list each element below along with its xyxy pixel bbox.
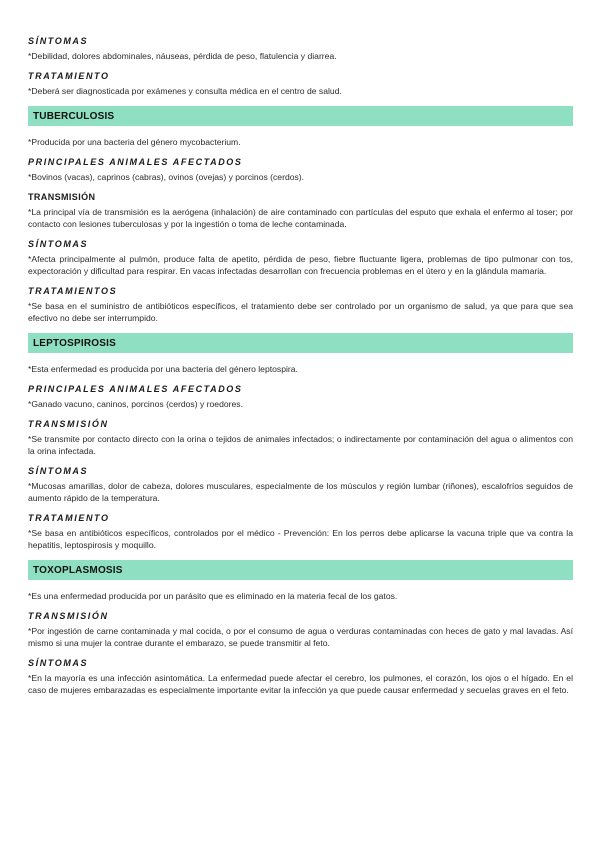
paragraph: *Afecta principalmente al pulmón, produce falta de apetito, pérdida de peso, fiebre fluctuante ligera, problemas de tipo pulmonar con tos, expectoración y dificultad para respirar. En vacas infectadas desarrollan con frecuencia problemas en el útero y en la glándula mamaria. bbox=[28, 254, 573, 276]
section-subheading: SÍNTOMAS bbox=[28, 239, 89, 249]
section-subheading: PRINCIPALES ANIMALES AFECTADOS bbox=[28, 384, 243, 394]
disease-heading-tuberculosis: TUBERCULOSIS bbox=[28, 106, 573, 126]
document-page bbox=[28, 36, 573, 705]
paragraph: *Debilidad, dolores abdominales, náuseas, pérdida de peso, flatulencia y diarrea. bbox=[28, 51, 337, 61]
section-subheading: TRANSMISIÓN bbox=[28, 419, 109, 429]
paragraph: *Es una enfermedad producida por un parásito que es eliminado en la materia fecal de los gatos. bbox=[28, 591, 398, 601]
section-subheading: PRINCIPALES ANIMALES AFECTADOS bbox=[28, 157, 243, 167]
paragraph: *Bovinos (vacas), caprinos (cabras), ovinos (ovejas) y porcinos (cerdos). bbox=[28, 172, 305, 182]
section-subheading: TRATAMIENTO bbox=[28, 513, 110, 523]
disease-heading-toxoplasmosis: TOXOPLASMOSIS bbox=[28, 560, 573, 580]
section-subheading: TRATAMIENTO bbox=[28, 71, 110, 81]
paragraph: *Por ingestión de carne contaminada y mal cocida, o por el consumo de agua o verduras contaminadas con heces de gato y mal lavadas. Así mismo si una mujer la contrae durante el embarazo, se puede transmitir al feto. bbox=[28, 626, 573, 648]
disease-heading-leptospirosis: LEPTOSPIROSIS bbox=[28, 333, 573, 353]
section-subheading: TRANSMISIÓN bbox=[28, 192, 96, 202]
paragraph: *Esta enfermedad es producida por una bacteria del género leptospira. bbox=[28, 364, 298, 374]
section-subheading: SÍNTOMAS bbox=[28, 36, 89, 46]
paragraph: *Mucosas amarillas, dolor de cabeza, dolores musculares, especialmente de los músculos y región lumbar (riñones), escalofríos seguidos de aumento rápido de la temperatura. bbox=[28, 481, 573, 503]
paragraph: *Se basa en antibióticos específicos, controlados por el médico - Prevención: En los perros debe aplicarse la vacuna triple que va contra la hepatitis, leptospirosis y moquillo. bbox=[28, 528, 573, 550]
section-subheading: TRANSMISIÓN bbox=[28, 611, 109, 621]
section-subheading: SÍNTOMAS bbox=[28, 658, 89, 668]
paragraph: *En la mayoría es una infección asintomática. La enfermedad puede afectar el cerebro, los pulmones, el corazón, los ojos o el hígado. En el caso de mujeres embarazadas es especialmente importante evitar la infección ya que puede causar enfermedad y secuelas graves en el feto. bbox=[28, 673, 573, 695]
paragraph: *La principal vía de transmisión es la aerógena (inhalación) de aire contaminado con partículas del esputo que exhala el enfermo al toser; por contacto con lesiones tuberculosas y por la ingestión o toma de leche contaminada. bbox=[28, 207, 573, 229]
paragraph: *Producida por una bacteria del género mycobacterium. bbox=[28, 137, 241, 147]
paragraph: *Ganado vacuno, caninos, porcinos (cerdos) y roedores. bbox=[28, 399, 243, 409]
section-subheading: TRATAMIENTOS bbox=[28, 286, 118, 296]
paragraph: *Se transmite por contacto directo con la orina o tejidos de animales infectados; o indirectamente por contaminación del agua o alimentos con la orina infectada. bbox=[28, 434, 573, 456]
paragraph: *Se basa en el suministro de antibióticos específicos, el tratamiento debe ser controlado por un organismo de salud, ya que para que sea efectivo no debe ser interrumpido. bbox=[28, 301, 573, 323]
paragraph: *Deberá ser diagnosticada por exámenes y consulta médica en el centro de salud. bbox=[28, 86, 342, 96]
section-subheading: SÍNTOMAS bbox=[28, 466, 89, 476]
